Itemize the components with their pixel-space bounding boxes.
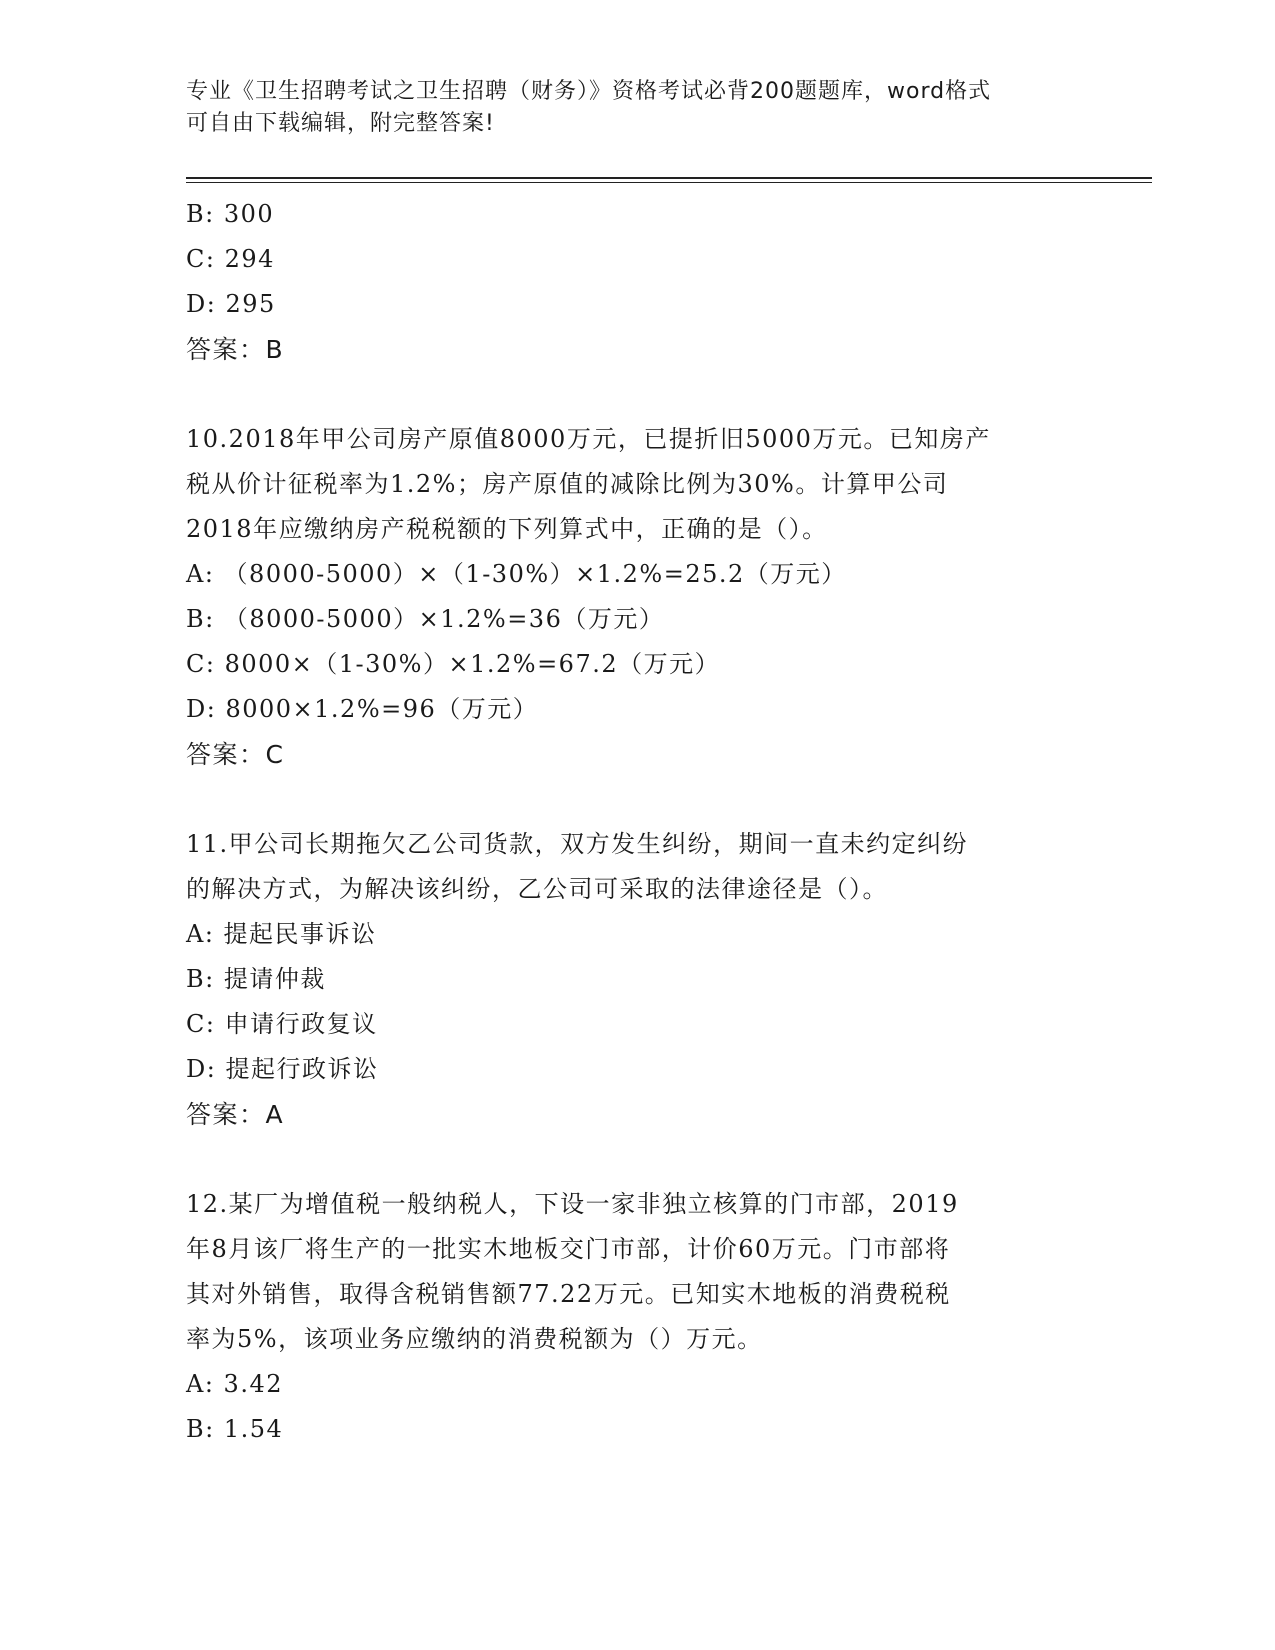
question-stem-line: 其对外销售，取得含税销售额77.22万元。已知实木地板的消费税税 [186, 1280, 951, 1308]
question-list [186, 192, 1086, 1452]
question-stem-line: 2018年应缴纳房产税税额的下列算式中，正确的是（）。 [186, 515, 828, 543]
question-10 [186, 417, 1086, 777]
option-b: B: 1.54 [186, 1415, 284, 1443]
option-d: D: 提起行政诉讼 [186, 1055, 379, 1083]
option-a: A: 提起民事诉讼 [186, 920, 377, 948]
question-spacer [186, 1137, 1086, 1182]
option-c: C: 294 [186, 245, 275, 273]
option-c: C: 申请行政复议 [186, 1010, 378, 1038]
answer-label: 答案：C [186, 740, 285, 769]
question-12 [186, 1182, 1086, 1452]
option-a: A: （8000-5000）×（1-30%）×1.2%=25.2（万元） [186, 560, 847, 588]
question-spacer [186, 777, 1086, 822]
option-d: D: 8000×1.2%=96（万元） [186, 695, 539, 723]
header-divider-thin [186, 182, 1152, 183]
question-stem-line: 的解决方式，为解决该纠纷，乙公司可采取的法律途径是（）。 [186, 875, 888, 903]
question-stem-line: 税从价计征税率为1.2%；房产原值的减除比例为30%。计算甲公司 [186, 470, 949, 498]
option-d: D: 295 [186, 290, 276, 318]
question-stem-line: 率为5%，该项业务应缴纳的消费税额为（）万元。 [186, 1325, 763, 1353]
question-11 [186, 822, 1086, 1137]
option-c: C: 8000×（1-30%）×1.2%=67.2（万元） [186, 650, 721, 678]
option-b: B: 300 [186, 200, 275, 228]
header-title-line-2: 可自由下载编辑，附完整答案! [186, 111, 495, 136]
header-title-line-1: 专业《卫生招聘考试之卫生招聘（财务）》资格考试必背200题题库，word格式 [186, 79, 992, 104]
header-divider-thick [186, 177, 1152, 179]
question-spacer [186, 372, 1086, 417]
answer-label: 答案：B [186, 335, 285, 364]
option-b: B: （8000-5000）×1.2%=36（万元） [186, 605, 665, 633]
question-stem-line: 10.2018年甲公司房产原值8000万元，已提折旧5000万元。已知房产 [186, 425, 991, 453]
option-a: A: 3.42 [186, 1370, 283, 1398]
question-9-tail [186, 192, 1086, 372]
question-stem-line: 12.某厂为增值税一般纳税人，下设一家非独立核算的门市部，2019 [186, 1190, 959, 1218]
question-stem-line: 年8月该厂将生产的一批实木地板交门市部，计价60万元。门市部将 [186, 1235, 951, 1263]
option-b: B: 提请仲裁 [186, 965, 326, 993]
question-stem-line: 11.甲公司长期拖欠乙公司货款，双方发生纠纷，期间一直未约定纠纷 [186, 830, 969, 858]
answer-label: 答案：A [186, 1100, 285, 1129]
document-header [186, 76, 1066, 140]
